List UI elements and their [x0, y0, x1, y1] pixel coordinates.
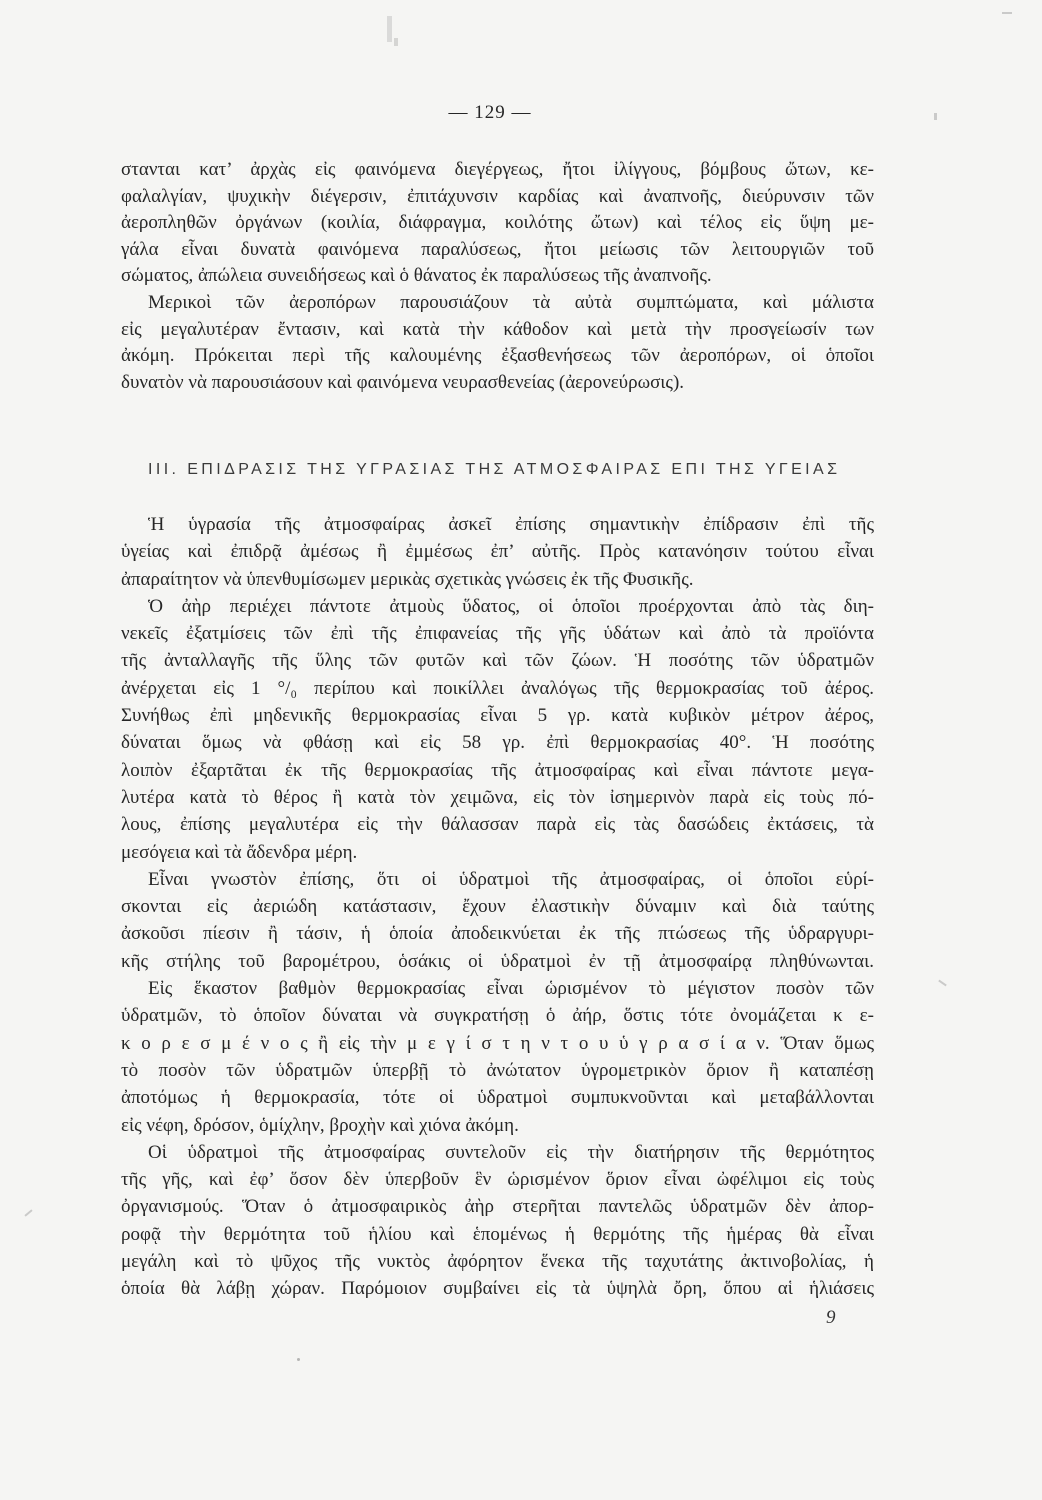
- scan-speck: [394, 38, 398, 46]
- text-line: τῆς γῆς, καὶ ἐφ’ ὅσον δὲν ὑπερβοῦν ἓν ὡρισμένον ὅριον εἶναι ὠφέλιμοι εἰς τοὺς: [121, 1169, 874, 1191]
- scan-speck: [24, 1209, 32, 1216]
- scan-speck: [934, 113, 937, 120]
- paragraph: [121, 593, 874, 866]
- text-line: ροφᾷ τὴν θερμότητα τοῦ ἡλίου καὶ ἑπομένως ἡ θερμότης τῆς ἡμέρας θὰ εἶναι: [121, 1223, 874, 1245]
- signature-mark: 9: [826, 1307, 836, 1328]
- scan-speck: [1002, 12, 1012, 14]
- section-body: [121, 511, 874, 1303]
- text-line: φαλαλγίαν, ψυχικὴν διέγερσιν, ἐπιτάχυνσιν καρδίας καὶ ἀναπνοῆς, διεύρυνσιν τῶν: [121, 185, 874, 207]
- text-line: τῆς ἀνταλλαγῆς τῆς ὕλης τῶν φυτῶν καὶ τῶν ζώων. Ἡ ποσότης τῶν ὑδρατμῶν: [121, 650, 874, 672]
- text-line: ἀποτόμως ἡ θερμοκρασία, τότε οἱ ὑδρατμοὶ συμπυκνοῦνται καὶ μεταβάλλονται: [121, 1087, 874, 1109]
- paragraph: [121, 975, 874, 1139]
- section-heading: III. ΕΠΙΔΡΑΣΙΣ ΤΗΣ ΥΓΡΑΣΙΑΣ ΤΗΣ ΑΤΜΟΣΦΑΙΡΑΣ ΕΠΙ ΤΗΣ ΥΓΕΙΑΣ: [148, 461, 841, 478]
- text-line: σκονται εἰς ἀεριώδη κατάστασιν, ἔχουν ἐλαστικὴν δύναμιν καὶ διὰ ταύτης: [121, 896, 874, 918]
- text-line: στανται κατ’ ἀρχὰς εἰς φαινόμενα διεγέργεως, ἤτοι ἰλίγγους, βόμβους ὤτων, κε-: [121, 159, 874, 180]
- text-line: λυτέρα κατὰ τὸ θέρος ἢ κατὰ τὸν χειμῶνα, εἰς τὸν ἰσημερινὸν παρὰ εἰς τοὺς πό-: [121, 786, 874, 808]
- text-line: Εἰς ἕκαστον βαθμὸν θερμοκρασίας εἶναι ὡρισμένον τὸ μέγιστον ποσὸν τῶν: [148, 978, 874, 1000]
- paragraph: [121, 866, 874, 975]
- text-line: μεγάλη καὶ τὸ ψῦχος τῆς νυκτὸς ἀφόρητον ἕνεκα τῆς ταχυτάτης ἀκτινοβολίας, ἡ: [121, 1251, 874, 1273]
- text-line: ἀσκοῦσι πίεσιν ἢ τάσιν, ἡ ὁποία ἀποδεικνύεται ἐκ τῆς πτώσεως τῆς ὑδραργυρι-: [121, 923, 874, 945]
- paragraph: [121, 511, 874, 593]
- text-line: λους, ἐπίσης μεγαλυτέρα εἰς τὴν θάλασσαν παρὰ εἰς τὰς δασώδεις ἐκτάσεις, τὰ: [121, 814, 874, 836]
- text-line: Συνήθως ἐπὶ μηδενικῆς θερμοκρασίας εἶναι 5 γρ. κατὰ κυβικὸν μέτρον ἀέρος,: [121, 705, 874, 727]
- text-line: τὸ ποσὸν τῶν ὑδρατμῶν ὑπερβῇ τὸ ἀνώτατον ὑγρομετρικὸν ὅριον ἢ καταπέσῃ: [121, 1059, 874, 1081]
- text-line: ὁποία θὰ λάβῃ χώραν. Παρόμοιον συμβαίνει εἰς τὰ ὑψηλὰ ὄρη, ὅπου αἱ ἡλιάσεις: [121, 1278, 874, 1300]
- text-line: ὀργανισμούς. Ὅταν ὁ ἀτμοσφαιρικὸς ἀὴρ στερῆται παντελῶς ὑδρατμῶν δὲν ἀπορ-: [121, 1196, 874, 1218]
- text-line: ἀκόμη. Πρόκειται περὶ τῆς καλουμένης ἐξασθενήσεως τῶν ἀεροπόρων, οἱ ὁποῖοι: [121, 345, 874, 367]
- scan-speck: [297, 1358, 300, 1361]
- paragraph: [121, 1139, 874, 1303]
- text-line: εἰς νέφη, δρόσον, ὁμίχλην, βροχὴν καὶ χιόνα ἀκόμη.: [121, 1114, 519, 1136]
- page-number: — 129 —: [448, 102, 532, 123]
- text-line: Μερικοὶ τῶν ἀεροπόρων παρουσιάζουν τὰ αὐτὰ συμπτώματα, καὶ μάλιστα: [148, 291, 874, 313]
- text-line: μεσόγεια καὶ τὰ ἄδενδρα μέρη.: [121, 841, 358, 863]
- text-line: νεκεῖς ἐξατμίσεις τῶν ἐπὶ τῆς ἐπιφανείας τῆς γῆς ὑδάτων καὶ ἀπὸ τὰ προϊόντα: [121, 623, 874, 645]
- paragraph: [121, 290, 874, 396]
- text-line: Ὁ ἀὴρ περιέχει πάντοτε ἀτμοὺς ὕδατος, οἱ ὁποῖοι προέρχονται ἀπὸ τὰς διη-: [148, 595, 874, 617]
- continued-text: [121, 157, 874, 396]
- text-line: γάλα εἶναι δυνατὰ φαινόμενα παραλύσεως, ἤτοι μείωσις τῶν λειτουργιῶν τοῦ: [121, 238, 874, 260]
- text-line: ἀπαραίτητον νὰ ὑπενθυμίσωμεν μερικὰς σχετικὰς γνώσεις ἐκ τῆς Φυσικῆς.: [121, 568, 694, 590]
- text-line: κῆς στήλης τοῦ βαρομέτρου, ὁσάκις οἱ ὑδρατμοὶ ἐν τῇ ἀτμοσφαίρᾳ πληθύνωνται.: [121, 950, 874, 972]
- text-line: δύναται ὅμως νὰ φθάσῃ καὶ εἰς 58 γρ. ἐπὶ θερμοκρασίας 40°. Ἡ ποσότης: [121, 732, 874, 754]
- text-line: ὑδρατμῶν, τὸ ὁποῖον δύναται νὰ συγκρατήσῃ ὁ ἀήρ, ὅστις τότε ὀνομάζεται κ ε-: [121, 1005, 874, 1027]
- text-line: Οἱ ὑδρατμοὶ τῆς ἀτμοσφαίρας συντελοῦν εἰς τὴν διατήρησιν τῆς θερμότητος: [148, 1141, 874, 1163]
- text-line: Ἡ ὑγρασία τῆς ἀτμοσφαίρας ἀσκεῖ ἐπίσης σημαντικὴν ἐπίδρασιν ἐπὶ τῆς: [148, 514, 874, 535]
- text-line: σώματος, ἀπώλεια συνειδήσεως καὶ ὁ θάνατος ἐκ παραλύσεως τῆς ἀναπνοῆς.: [121, 265, 712, 287]
- scan-speck: [938, 980, 947, 987]
- text-line: κ ο ρ ε σ μ έ ν ο ς ἢ εἰς τὴν μ ε γ ί σ τ η ν τ ο υ ὑ γ ρ α σ ί α ν. Ὅταν ὅμως: [121, 1032, 874, 1054]
- paragraph: [121, 157, 874, 290]
- text-line: λοιπὸν ἐξαρτᾶται ἐκ τῆς θερμοκρασίας τῆς ἀτμοσφαίρας καὶ εἶναι πάντοτε μεγα-: [121, 759, 874, 781]
- text-line: ὑγείας καὶ ἐπιδρᾷ ἀμέσως ἢ ἐμμέσως ἐπ’ αὐτῆς. Πρὸς κατανόησιν τούτου εἶναι: [121, 541, 874, 563]
- scan-speck: [387, 16, 392, 42]
- text-line: ἀνέρχεται εἰς 1 °/₀ περίπου καὶ ποικίλλει ἀναλόγως τῆς θερμοκρασίας τοῦ ἀέρος.: [121, 677, 874, 699]
- text-line: ἀεροπληθῶν ὀργάνων (κοιλία, διάφραγμα, κοιλότης ὤτων) καὶ τέλος εἰς ὕψη με-: [121, 212, 874, 234]
- text-line: δυνατὸν νὰ παρουσιάσουν καὶ φαινόμενα νευρασθενείας (ἀερονεύρωσις).: [121, 371, 685, 393]
- text-line: εἰς μεγαλυτέραν ἔντασιν, καὶ κατὰ τὴν κάθοδον καὶ μετὰ τὴν προσγείωσίν των: [121, 318, 874, 340]
- text-line: Εἶναι γνωστὸν ἐπίσης, ὅτι οἱ ὑδρατμοὶ τῆς ἀτμοσφαίρας, οἱ ὁποῖοι εὑρί-: [148, 868, 874, 890]
